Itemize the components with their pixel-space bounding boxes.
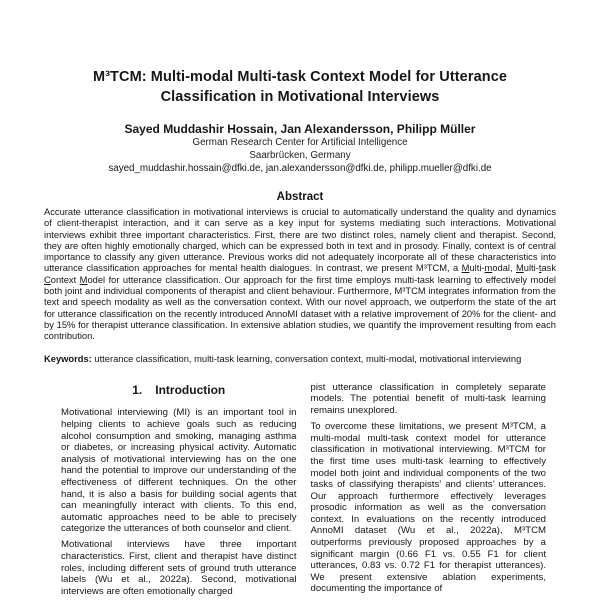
affiliation-line: German Research Center for Artificial Intelligence xyxy=(192,137,408,148)
two-column-body xyxy=(61,382,546,600)
right-column xyxy=(311,382,547,600)
abstract-text: Accurate utterance classification in motivational interviews is crucial to automatically understand the quality and dynamics of client-therapist interaction, and it can serve as a key input for systems mediating such interactions. Motivational interviews exhibit three important characteristics. First, there are two distinct roles, namely client and therapist. Second, they are often highly emotionally charged, which can be expressed both in text and in prosody. Finally, context is of central importance to classify any given utterance. Previous works did not adequately incorporate all of these characteristics into utterance classification approaches for mental health dialogues. In contrast, we present M³TCM, a Multi-modal, Multi-task Context Model for utterance classification. Our approach for the first time employs multi-task learning to effectively model both joint and individual components of therapist and client behaviour. Furthermore, M³TCM integrates information from the text and speech modality as well as the conversation context. With our novel approach, we outperform the state of the art for utterance classification on the recently introduced AnnoMI dataset with a relative improvement of 20% for the client- and by 15% for therapist utterance classification. In extensive ablation studies, we quantify the improvement resulting from each contribution. xyxy=(44,207,556,342)
paragraph: Motivational interviews have three important characteristics. First, client and therapist have distinct roles, including different sets of ground truth utterance labels (Wu et al., 2022a). Second, motivational interviews are often emotionally charged xyxy=(61,539,297,597)
paragraph: Motivational interviewing (MI) is an important tool in helping clients to achieve goals such as reducing alcohol consumption and smoking, managing asthma or diabetes, or increasing physical activity. Automatic analysis of motivational interviewing has on the one hand the potential to improve our understanding of the effectiveness of different techniques. On the other hand, it is also a basis for building social agents that can meaningfully interact with clients. To this end, automatic approaches need to be able to precisely categorize the utterances of both counselor and client. xyxy=(61,407,297,535)
paper-title: M³TCM: Multi-modal Multi-task Context Model for Utterance Classification in Motivational Interviews xyxy=(92,69,508,105)
section-number: 1. xyxy=(132,382,143,397)
paragraph: To overcome these limitations, we present M³TCM, a multi-modal multi-task context model for utterance classification in motivational interviewing. M³TCM for the first time uses multi-task learning to effectively model both joint and individual components of the two tasks of classifying therapists’ and clients’ utterances. Our approach furthermore effectively leverages prosodic information as well as the conversation context. In evaluations on the recently introduced AnnoMI dataset (Wu et al., 2022a), M³TCM outperforms previously proposed approaches by a significant margin (0.66 F1 vs. 0.55 F1 for client utterances, 0.83 vs. 0.72 F1 for therapist utterances). We present extensive ablation experiments, documenting the importance of xyxy=(310,421,546,595)
left-column xyxy=(61,382,297,600)
paper-header xyxy=(0,0,600,175)
section-title: Introduction xyxy=(155,382,226,397)
section-heading-introduction xyxy=(61,382,297,397)
paragraph: pist utterance classification in completely separate models. The potential benefit of multi-task learning remains unexplored. xyxy=(310,381,546,417)
keywords-label: Keywords: xyxy=(44,353,92,364)
keywords-line xyxy=(44,354,556,365)
abstract-section xyxy=(0,191,600,365)
authors-line: Sayed Muddashir Hossain, Jan Alexandersson, Philipp Müller xyxy=(124,122,476,136)
keywords-text: utterance classification, multi-task learning, conversation context, multi-modal, motivational interviewing xyxy=(91,353,522,364)
emails-line: sayed_muddashir.hossain@dfki.de, jan.alexandersson@dfki.de, philipp.mueller@dfki.de xyxy=(108,163,492,174)
abstract-heading: Abstract xyxy=(276,191,324,203)
affiliation-city-line: Saarbrücken, Germany xyxy=(249,150,351,161)
